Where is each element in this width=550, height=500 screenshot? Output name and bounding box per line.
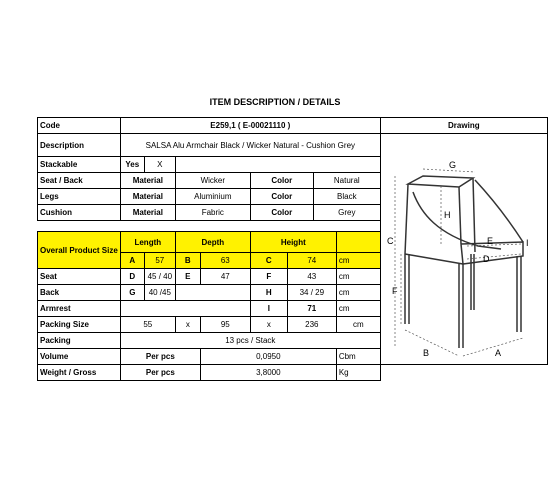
- packing-label: Packing: [38, 333, 121, 349]
- dim-g-label: G: [120, 285, 144, 301]
- back-unit: cm: [336, 285, 380, 301]
- dim-line-d: [467, 254, 521, 259]
- overall-size-label: Overall Product Size: [38, 232, 121, 269]
- seat-back-material-label: Material: [120, 173, 175, 189]
- backrest-front-edge: [459, 187, 461, 244]
- packing-size-label: Packing Size: [38, 317, 121, 333]
- volume-label: Volume: [38, 349, 121, 365]
- armrest-right-curve: [475, 180, 523, 242]
- document-title: ITEM DESCRIPTION / DETAILS: [209, 97, 341, 107]
- legs-color: Black: [313, 189, 380, 205]
- dim-label-i: I: [525, 238, 529, 248]
- seat-left-edge: [405, 254, 463, 264]
- dim-h-value: 34 / 29: [287, 285, 336, 301]
- back-label: Back: [38, 285, 121, 301]
- description-row: [38, 134, 548, 157]
- dim-label-a: A: [494, 348, 501, 358]
- seat-label: Seat: [38, 269, 121, 285]
- dim-d-value: 45 / 40: [144, 269, 175, 285]
- description-value: SALSA Alu Armchair Black / Wicker Natural - Cushion Grey: [120, 134, 380, 157]
- seat-back-color-label: Color: [250, 173, 313, 189]
- dim-b-value: 63: [200, 253, 250, 269]
- stackable-yes: Yes: [120, 157, 144, 173]
- packing-length: 55: [120, 317, 175, 333]
- cushion-color: Grey: [313, 205, 380, 221]
- code-row: [38, 118, 548, 134]
- dim-line-a: [463, 338, 523, 356]
- weight-per: Per pcs: [120, 365, 200, 381]
- dim-label-g: G: [448, 160, 456, 170]
- packing-width: 95: [200, 317, 250, 333]
- packing-x2: x: [250, 317, 287, 333]
- seat-unit: cm: [336, 269, 380, 285]
- seat-back-label: Seat / Back: [38, 173, 121, 189]
- seat-back-color: Natural: [313, 173, 380, 189]
- drawing-header: Drawing: [380, 118, 547, 134]
- dim-label-b: B: [422, 348, 429, 358]
- leg-back-left: [405, 254, 409, 324]
- leg-front-right: [517, 256, 521, 332]
- cushion-material-label: Material: [120, 205, 175, 221]
- dim-d-label: D: [120, 269, 144, 285]
- legs-label: Legs: [38, 189, 121, 205]
- length-label: Length: [120, 232, 175, 253]
- weight-label: Weight / Gross: [38, 365, 121, 381]
- dim-c-label: C: [250, 253, 287, 269]
- weight-row: [38, 365, 548, 381]
- spec-table: [37, 117, 548, 381]
- seat-back-material: Wicker: [175, 173, 250, 189]
- height-label: Height: [250, 232, 336, 253]
- chair-drawing: [383, 134, 545, 364]
- cushion-material: Fabric: [175, 205, 250, 221]
- packing-x1: x: [175, 317, 200, 333]
- dim-f-label: F: [250, 269, 287, 285]
- dim-a-label: A: [120, 253, 144, 269]
- packing-height: 236: [287, 317, 336, 333]
- weight-value: 3,8000: [200, 365, 336, 381]
- dim-h-label: H: [250, 285, 287, 301]
- volume-value: 0,0950: [200, 349, 336, 365]
- weight-unit: Kg: [336, 365, 380, 381]
- dim-g-value: 40 /45: [144, 285, 175, 301]
- stackable-mark: X: [144, 157, 175, 173]
- leg-front-left: [459, 264, 463, 348]
- dim-label-d: D: [482, 254, 490, 264]
- armrest-label: Armrest: [38, 301, 121, 317]
- dim-a-value: 57: [144, 253, 175, 269]
- dim-f-value: 43: [287, 269, 336, 285]
- cushion-color-label: Color: [250, 205, 313, 221]
- code-value: E259,1 ( E-00021110 ): [120, 118, 380, 134]
- packing-value: 13 pcs / Stack: [120, 333, 380, 349]
- legs-color-label: Color: [250, 189, 313, 205]
- description-label: Description: [38, 134, 121, 157]
- dim-e-label: E: [175, 269, 200, 285]
- depth-label: Depth: [175, 232, 250, 253]
- volume-unit: Cbm: [336, 349, 380, 365]
- dim-e-value: 47: [200, 269, 250, 285]
- dim-i-value: 71: [287, 301, 336, 317]
- dim-c-value: 74: [287, 253, 336, 269]
- dim-i-label: I: [250, 301, 287, 317]
- drawing-cell: [380, 134, 547, 365]
- backrest-edge: [405, 184, 408, 254]
- dim-label-h: H: [443, 210, 451, 220]
- cushion-label: Cushion: [38, 205, 121, 221]
- dim-label-c: C: [386, 236, 394, 246]
- volume-per: Per pcs: [120, 349, 200, 365]
- stackable-label: Stackable: [38, 157, 121, 173]
- dim-label-e: E: [486, 236, 493, 246]
- dim-b-label: B: [175, 253, 200, 269]
- backrest-right-edge: [473, 178, 475, 252]
- dim-line-b: [405, 330, 459, 356]
- overall-unit: cm: [336, 253, 380, 269]
- armrest-unit: cm: [336, 301, 380, 317]
- legs-material: Aluminium: [175, 189, 250, 205]
- backrest-top: [408, 176, 473, 187]
- packing-size-unit: cm: [336, 317, 380, 333]
- dim-label-f: F: [391, 286, 398, 296]
- code-label: Code: [38, 118, 121, 134]
- legs-material-label: Material: [120, 189, 175, 205]
